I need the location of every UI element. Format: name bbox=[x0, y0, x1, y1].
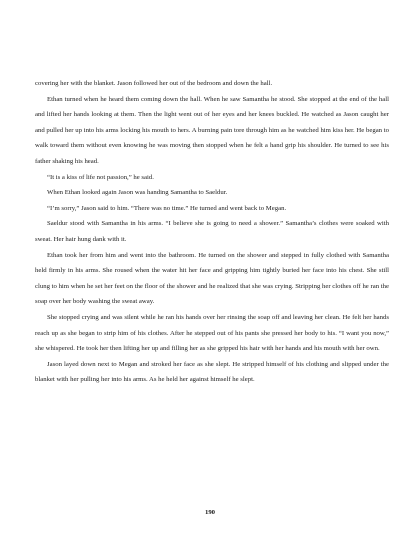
page-number: 190 bbox=[204, 509, 216, 516]
paragraph: Jason layed down next to Megan and stroked her face as she slept. He stripped himself of his clothing and slipped under the blanket with her pulling her into his arms. As he held her against himself he slept. bbox=[35, 360, 389, 384]
paragraph: When Ethan looked again Jason was handing Samantha to Saeldur. bbox=[47, 189, 228, 197]
paragraph: covering her with the blanket. Jason followed her out of the bedroom and down the hall. bbox=[35, 80, 273, 87]
body-text bbox=[35, 76, 389, 388]
paragraph: Saeldur stood with Samantha in his arms. “I believe she is going to need a shower.” Samantha’s clothes were soaked with sweat. Her hair hung dank with it. bbox=[35, 220, 389, 243]
paragraph: Ethan turned when he heard them coming down the hall. When he saw Samantha he stood. She stopped at the end of the hall and lifted her hands looking at them. Then the light went out of her eyes and her knees buckled. He watched as Jason caught her and pulled her up into his arms locking his mouth to hers. A burning pain tore through him as he watched him kiss her. He began to walk toward them without even knowing he was moving then stopped when he felt a hand grip his shoulder. He turned to see his father shaking his head. bbox=[35, 95, 389, 165]
paragraph: She stopped crying and was silent while he ran his hands over her rinsing the soap off and leaving her clean. He felt her hands reach up as she began to strip him of his clothes. After he stepped out of his pants she pressed her body to his. “I want you now,” she whispered. He took her then lifting her up and filling her as she gripped his hair with her hands and his mouth with her own. bbox=[35, 313, 389, 353]
paragraph: “It is a kiss of life not passion,” he said. bbox=[47, 173, 154, 181]
paragraph: Ethan took her from him and went into the bathroom. He turned on the shower and stepped in fully clothed with Samantha held firmly in his arms. She roused when the water hit her face and gripping him tightly buried her face into his chest. She still clung to him when he set her feet on the floor of the shower and he realized that she was crying. Stripping her clothes off he ran the soap over her body washing the sweat away. bbox=[35, 251, 389, 306]
paragraph: “I’m sorry,” Jason said to him. “There was no time.” He turned and went back to Megan. bbox=[47, 204, 287, 212]
